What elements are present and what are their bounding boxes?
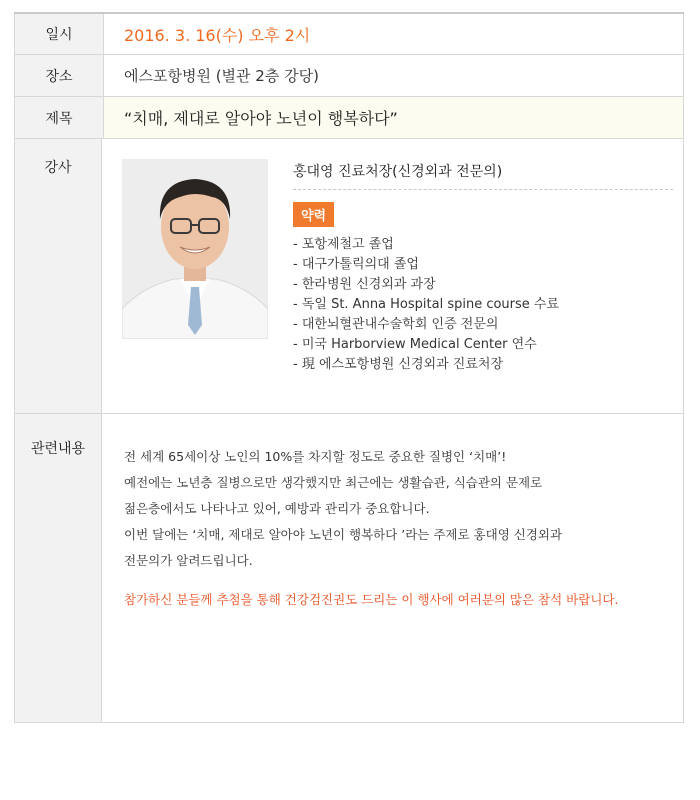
lecturer-photo bbox=[122, 159, 268, 339]
content-line: 전 세계 65세이상 노인의 10%를 차지할 정도로 중요한 질병인 ‘치매’! bbox=[124, 449, 507, 464]
event-info-table bbox=[14, 12, 684, 723]
date-label: 일시 bbox=[14, 14, 104, 54]
row-place bbox=[14, 55, 684, 97]
career-item: - 現 에스포항병원 신경외과 진료처장 bbox=[293, 357, 504, 372]
content-label: 관련내용 bbox=[14, 414, 102, 722]
content-paragraph bbox=[124, 444, 562, 574]
content-body bbox=[102, 414, 683, 722]
content-line: 젊은층에서도 나타나고 있어, 예방과 관리가 중요합니다. bbox=[124, 501, 430, 516]
title-value: “치매, 제대로 알아야 노년이 행복하다” bbox=[124, 109, 398, 128]
lecturer-profile bbox=[102, 139, 683, 413]
career-item: - 한라병원 신경외과 과장 bbox=[293, 277, 436, 292]
doctor-portrait-icon bbox=[122, 159, 268, 339]
career-badge: 약력 bbox=[293, 202, 334, 227]
content-cell bbox=[102, 414, 684, 722]
row-lecturer bbox=[14, 139, 684, 414]
career-item: - 독일 St. Anna Hospital spine course 수료 bbox=[293, 297, 560, 312]
row-content bbox=[14, 414, 684, 723]
career-item: - 대구가톨릭의대 졸업 bbox=[293, 257, 419, 272]
content-line: 예전에는 노년층 질병으로만 생각했지만 최근에는 생활습관, 식습관의 문제로 bbox=[124, 475, 543, 490]
content-line: 전문의가 알려드립니다. bbox=[124, 553, 253, 568]
lecturer-cell bbox=[102, 139, 684, 413]
place-value: 에스포항병원 (별관 2층 강당) bbox=[124, 67, 319, 85]
date-value: 2016. 3. 16(수) 오후 2시 bbox=[124, 25, 311, 45]
career-list bbox=[293, 235, 559, 375]
place-value-cell bbox=[104, 55, 684, 96]
career-item: - 대한뇌혈관내수술학회 인증 전문의 bbox=[293, 317, 499, 332]
title-label: 제목 bbox=[14, 97, 104, 138]
career-item: - 미국 Harborview Medical Center 연수 bbox=[293, 337, 537, 352]
content-line: 이번 달에는 ‘치매, 제대로 알아야 노년이 행복하다 ’라는 주제로 홍대영 신경외과 bbox=[124, 527, 563, 542]
lecturer-name: 홍대영 진료처장(신경외과 전문의) bbox=[293, 161, 673, 190]
place-label: 장소 bbox=[14, 55, 104, 96]
row-title bbox=[14, 97, 684, 139]
date-value-cell bbox=[104, 14, 684, 54]
row-date bbox=[14, 14, 684, 55]
participation-notice: 참가하신 분들께 추첨을 통해 건강검진권도 드리는 이 행사에 여러분의 많은 참석 바랍니다. bbox=[124, 592, 619, 607]
lecturer-label: 강사 bbox=[14, 139, 102, 413]
career-item: - 포항제철고 졸업 bbox=[293, 237, 394, 252]
title-value-cell bbox=[104, 97, 684, 138]
